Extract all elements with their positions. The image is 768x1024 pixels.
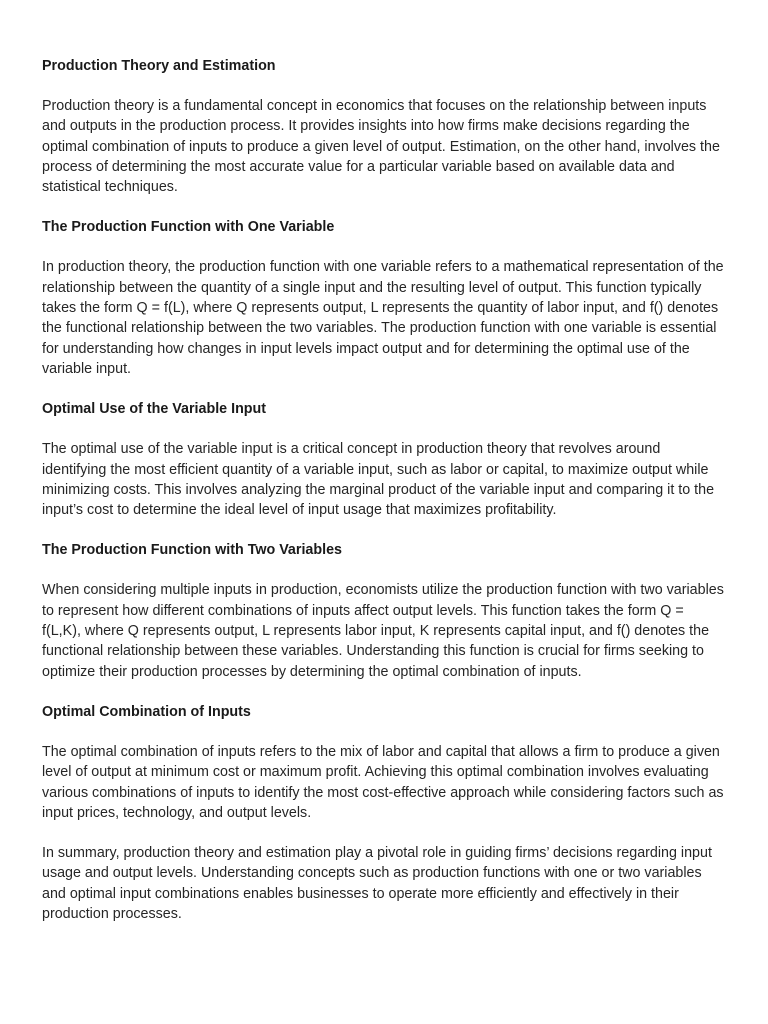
summary-paragraph: In summary, production theory and estimation play a pivotal role in guiding firms’ decisions regarding input usage and output levels. Understanding concepts such as production functions with one or two variables and optimal input combinations enables businesses to operate more efficiently and effectively in their production processes. <box>42 845 712 923</box>
section-body-optimal-combination: The optimal combination of inputs refers to the mix of labor and capital that allows a firm to produce a given level of output at minimum cost or maximum profit. Achieving this optimal combination involves evaluating various combinations of inputs to identify the most cost-effective approach while considering factors such as input prices, technology, and output levels. <box>42 743 724 821</box>
section-heading-one-variable: The Production Function with One Variable <box>42 219 335 236</box>
section-body-two-variables: When considering multiple inputs in production, economists utilize the production function with two variables to represent how different combinations of inputs affect output levels. This function takes the form Q = f(L,K), where Q represents output, L represents labor input, K represents capital input, and f() denotes the functional relationship between these variables. Understanding this function is crucial for firms seeking to optimize their production processes by determining the optimal combination of inputs. <box>42 582 724 680</box>
section-body-one-variable: In production theory, the production function with one variable refers to a mathematical representation of the relationship between the quantity of a single input and the resulting level of output. This function typically takes the form Q = f(L), where Q represents output, L represents the quantity of labor input, and f() denotes the functional relationship between the two variables. The production function with one variable is essential for understanding how changes in input levels impact output and for determining the optimal use of the variable input. <box>42 259 724 377</box>
intro-paragraph: Production theory is a fundamental concept in economics that focuses on the relationship between inputs and outputs in the production process. It provides insights into how firms make decisions regarding the optimal combination of inputs to produce a given level of output. Estimation, on the other hand, involves the process of determining the most accurate value for a particular variable based on available data and statistical techniques. <box>42 98 720 196</box>
section-heading-optimal-variable-input: Optimal Use of the Variable Input <box>42 401 267 418</box>
section-body-optimal-variable-input: The optimal use of the variable input is a critical concept in production theory that revolves around identifying the most efficient quantity of a variable input, such as labor or capital, to maximize output while minimizing costs. This involves analyzing the marginal product of the variable input and comparing it to the input’s cost to determine the ideal level of input usage that maximizes profitability. <box>42 441 715 519</box>
section-heading-optimal-combination: Optimal Combination of Inputs <box>42 703 251 720</box>
document-title: Production Theory and Estimation <box>42 58 276 74</box>
section-heading-two-variables: The Production Function with Two Variables <box>42 542 342 559</box>
